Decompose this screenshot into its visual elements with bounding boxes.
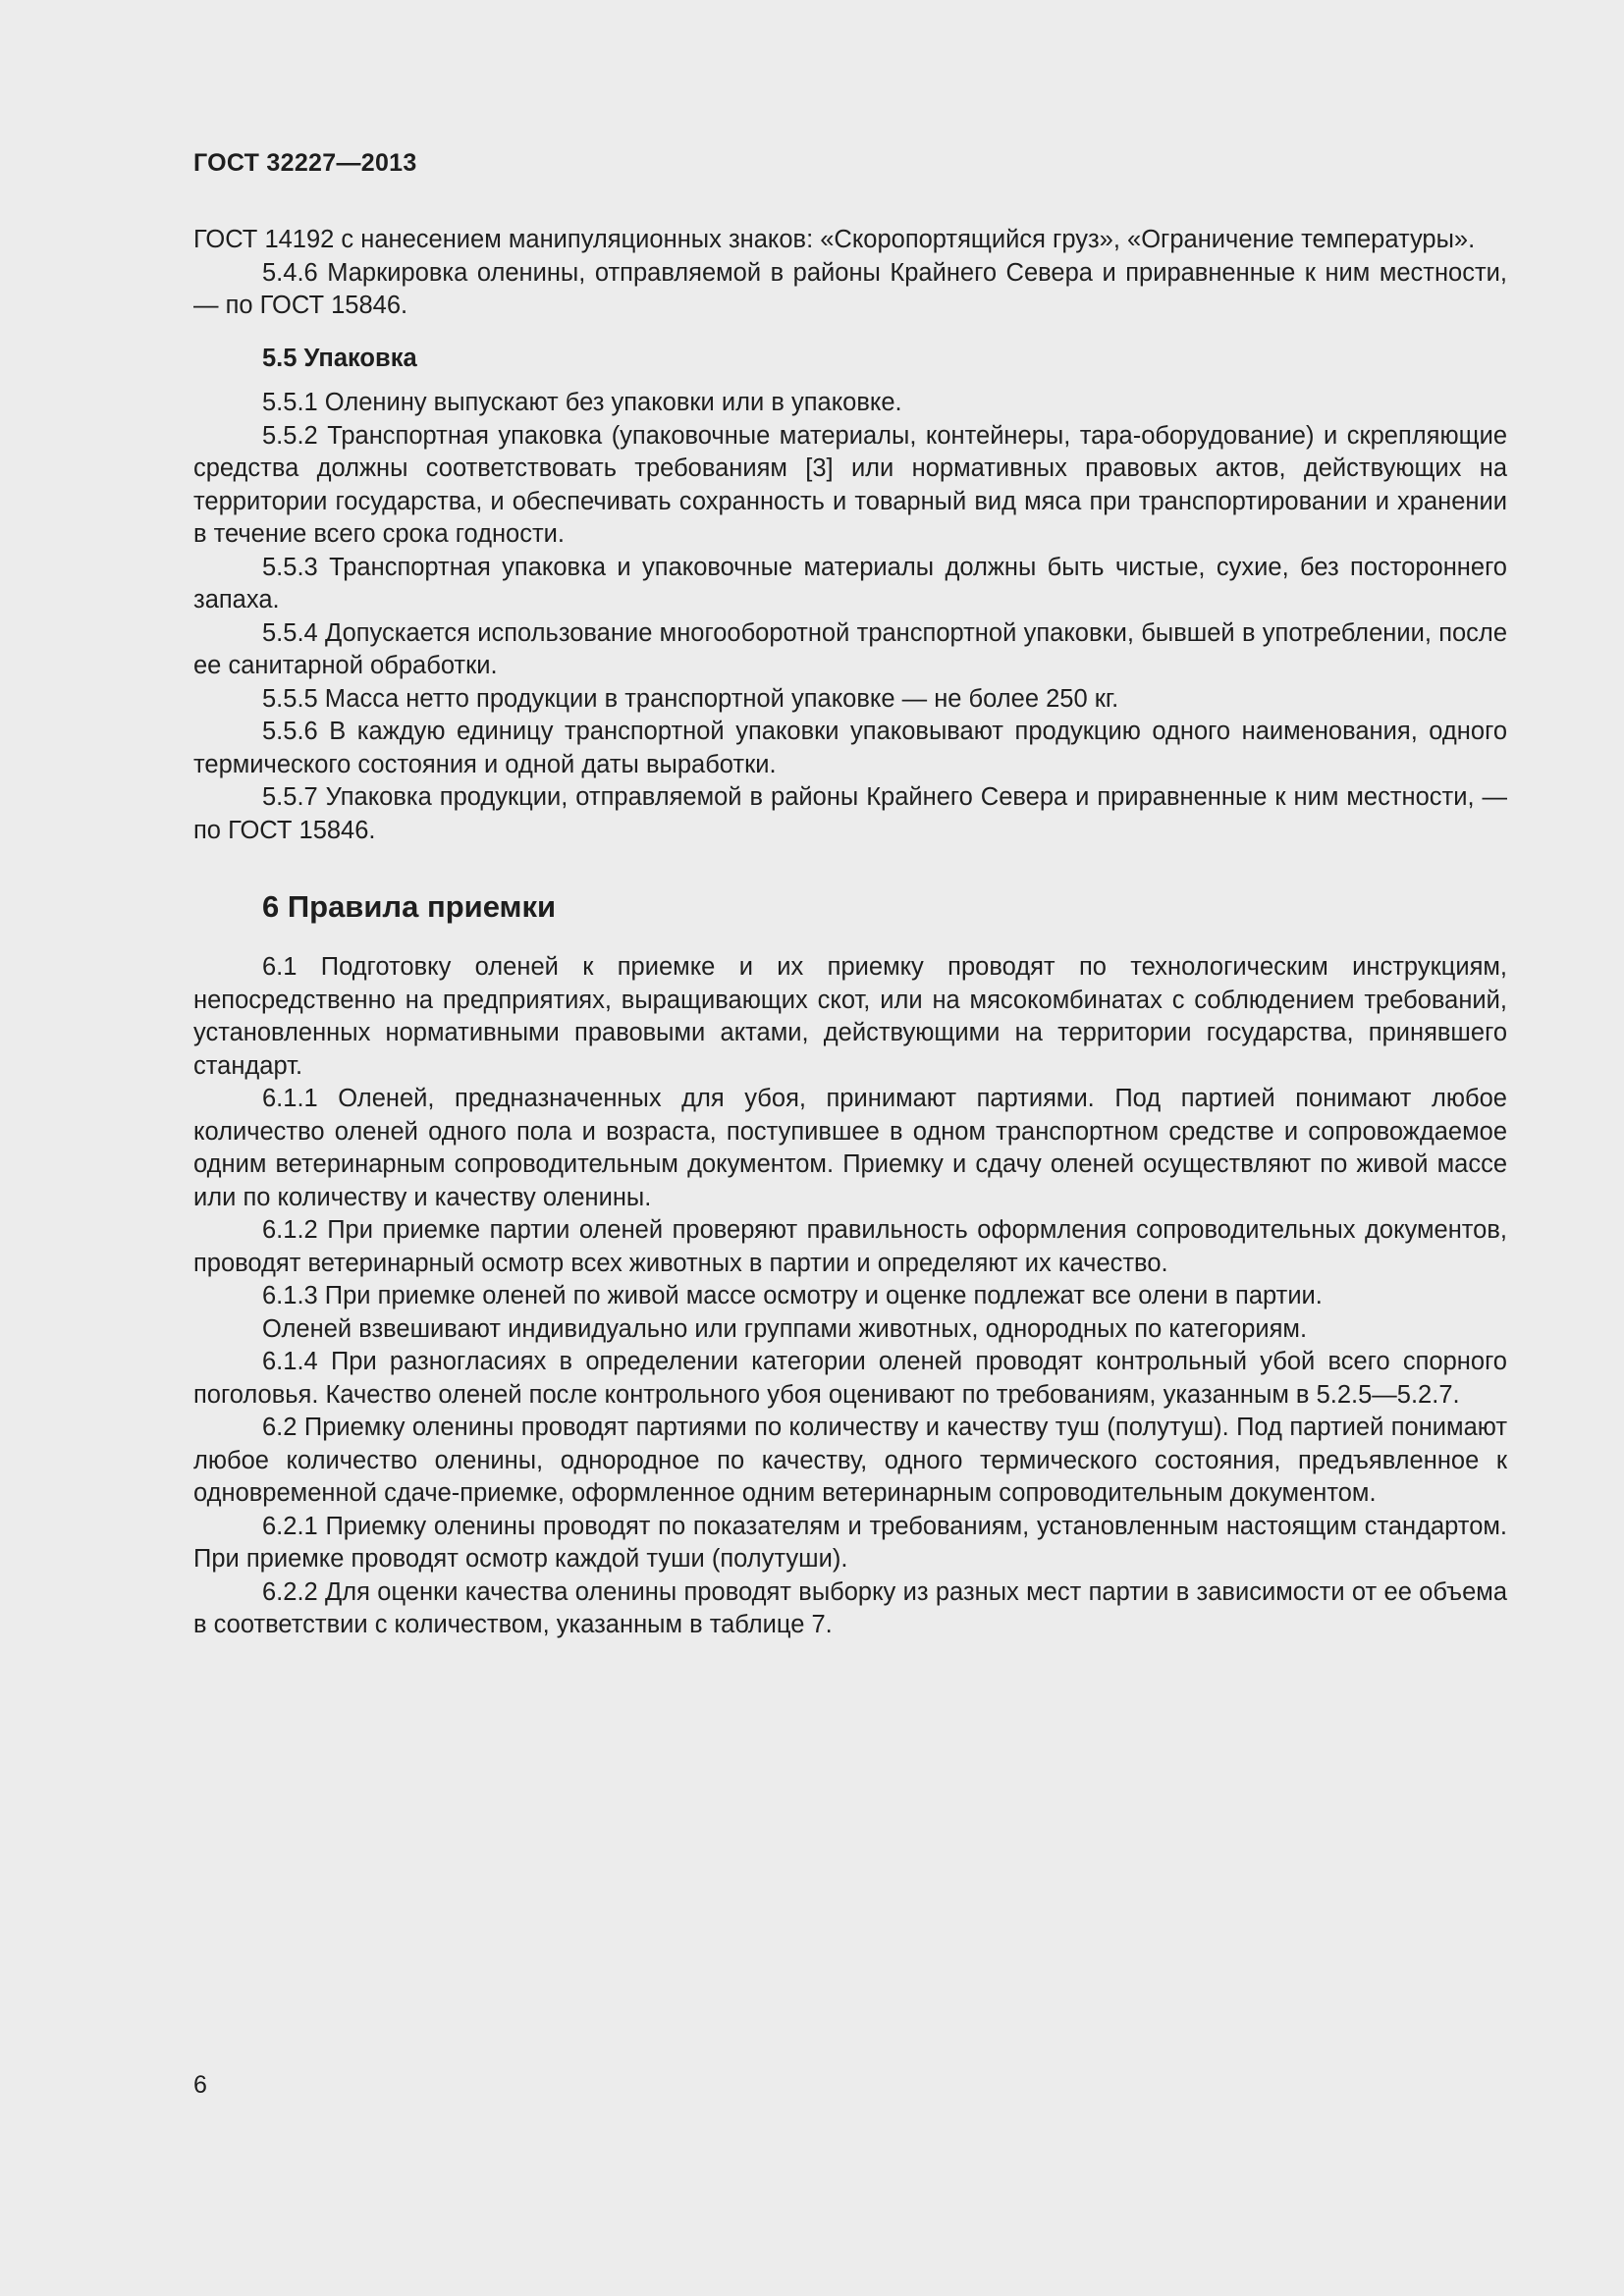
paragraph-5-5-6: 5.5.6 В каждую единицу транспортной упаковки упаковывают продукцию одного наименования, одного термического состояния и одной даты выработки. (193, 718, 1507, 778)
paragraph-5-5-3: 5.5.3 Транспортная упаковка и упаковочные материалы должны быть чистые, сухие, без постороннего запаха. (193, 553, 1507, 614)
paragraph-6-1-3: 6.1.3 При приемке оленей по живой массе осмотру и оценке подлежат все олени в партии. (262, 1282, 1323, 1309)
paragraph-6-2: 6.2 Приемку оленины проводят партиями по количеству и качеству туш (полутуш). Под партией понимают любое количество оленины, однородное по качеству, одного термического состояния, предъявленное к одновременной сдаче-приемке, оформленное одним ветеринарным сопроводительным документом. (193, 1414, 1507, 1507)
paragraph-5-4-6: 5.4.6 Маркировка оленины, отправляемой в районы Крайнего Севера и приравненные к ним местности, — по ГОСТ 15846. (193, 258, 1507, 319)
document-body (193, 224, 1507, 1642)
paragraph-6-2-1: 6.2.1 Приемку оленины проводят по показателям и требованиям, установленным настоящим стандартом. При приемке проводят осмотр каждой туши (полутуши). (193, 1512, 1507, 1573)
paragraph-6-1-1: 6.1.1 Оленей, предназначенных для убоя, принимают партиями. Под партией понимают любое количество оленей одного пола и возраста, поступившее в одном транспортном средстве и сопровождаемое одним ветеринарным сопроводительным документом. Приемку и сдачу оленей осуществляют по живой массе или по количеству и качеству оленины. (193, 1085, 1507, 1211)
paragraph-gost-14192: ГОСТ 14192 с нанесением манипуляционных знаков: «Скоропортящийся груз», «Ограничение температуры». (193, 226, 1476, 253)
subsection-heading-5-5: 5.5 Упаковка (262, 344, 417, 372)
paragraph-6-1-4: 6.1.4 При разногласиях в определении категории оленей проводят контрольный убой всего спорного поголовья. Качество оленей после контрольного убоя оценивают по требованиям, указанным в 5.2.5—5.2.7. (193, 1348, 1507, 1409)
section-heading-6: 6 Правила приемки (262, 889, 557, 924)
document-header: ГОСТ 32227—2013 (193, 149, 417, 177)
paragraph-5-5-5: 5.5.5 Масса нетто продукции в транспортной упаковке — не более 250 кг. (262, 684, 1119, 713)
paragraph-5-5-7: 5.5.7 Упаковка продукции, отправляемой в районы Крайнего Севера и приравненные к ним местности, — по ГОСТ 15846. (193, 783, 1507, 844)
paragraph-6-2-2: 6.2.2 Для оценки качества оленины проводят выборку из разных мест партии в зависимости от ее объема в соответствии с количеством, указанным в таблице 7. (193, 1577, 1507, 1638)
paragraph-6-1: 6.1 Подготовку оленей к приемке и их приемку проводят по технологическим инструкциям, непосредственно на предприятиях, выращивающих скот, или на мясокомбинатах с соблюдением требований, установленных нормативными правовыми актами, действующими на территории государства, принявшего стандарт. (193, 953, 1507, 1080)
document-page (193, 0, 1507, 2296)
page-number: 6 (193, 2071, 207, 2099)
paragraph-5-5-1: 5.5.1 Оленину выпускают без упаковки или в упаковке. (262, 389, 902, 416)
paragraph-5-5-4: 5.5.4 Допускается использование многооборотной транспортной упаковки, бывшей в употреблении, после ее санитарной обработки. (193, 618, 1507, 679)
paragraph-6-1-2: 6.1.2 При приемке партии оленей проверяют правильность оформления сопроводительных документов, проводят ветеринарный осмотр всех животных в партии и определяют их качество. (193, 1216, 1507, 1277)
paragraph-6-1-3-cont: Оленей взвешивают индивидуально или группами животных, однородных по категориям. (262, 1314, 1308, 1343)
paragraph-5-5-2: 5.5.2 Транспортная упаковка (упаковочные материалы, контейнеры, тара-оборудование) и скрепляющие средства должны соответствовать требованиям [3] или нормативных правовых актов, действующих на территории государства, и обеспечивать сохранность и товарный вид мяса при транспортировании и хранении в течение всего срока годности. (193, 421, 1507, 548)
